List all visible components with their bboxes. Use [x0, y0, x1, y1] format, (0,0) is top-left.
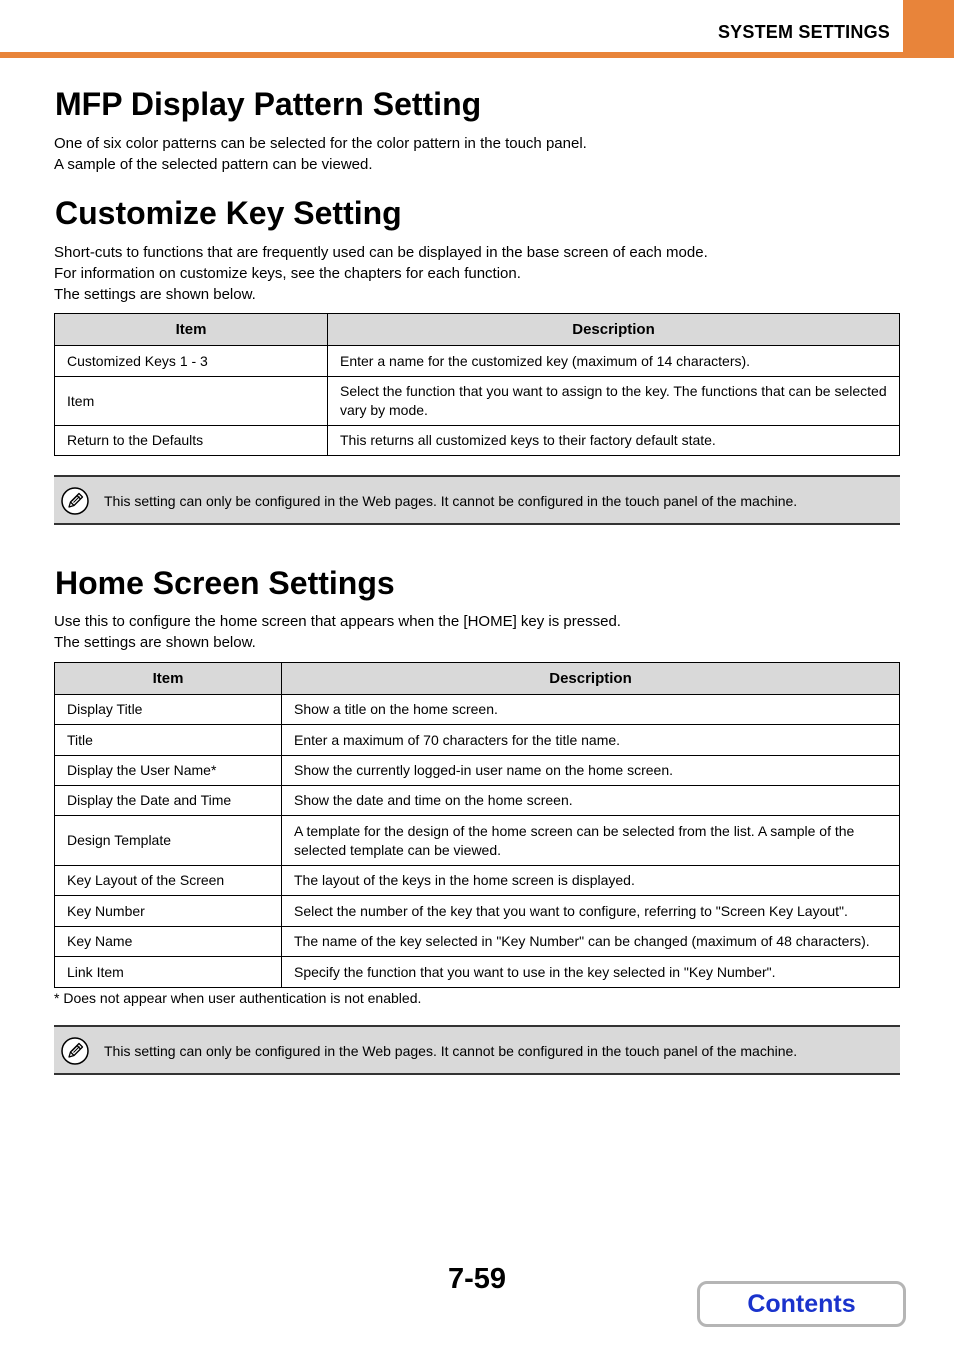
customize-line: The settings are shown below. — [54, 286, 256, 303]
column-header-item: Item — [55, 663, 282, 695]
column-header-description: Description — [282, 663, 900, 695]
description-cell: The layout of the keys in the home screen is displayed. — [282, 866, 900, 896]
table-row — [55, 377, 900, 426]
item-cell: Customized Keys 1 - 3 — [55, 346, 328, 377]
description-cell: Show the date and time on the home screen. — [282, 786, 900, 816]
table-row — [55, 426, 900, 456]
home-line: Use this to configure the home screen that appears when the [HOME] key is pressed. — [54, 613, 621, 630]
table-row — [55, 896, 900, 927]
customize-note — [54, 475, 900, 525]
footnote: * Does not appear when user authentication is not enabled. — [54, 990, 422, 1006]
item-cell: Title — [55, 725, 282, 756]
mfp-line: One of six color patterns can be selected for the color pattern in the touch panel. — [54, 135, 587, 152]
customize-key-table — [54, 313, 900, 456]
table-row — [55, 756, 900, 786]
description-cell: Enter a maximum of 70 characters for the title name. — [282, 725, 900, 756]
item-cell: Key Number — [55, 896, 282, 927]
note-text: This setting can only be configured in the Web pages. It cannot be configured in the touch panel of the machine. — [104, 493, 798, 509]
header-accent-bar — [0, 52, 903, 58]
home-screen-table — [54, 662, 900, 988]
mfp-heading: MFP Display Pattern Setting — [55, 86, 482, 122]
table-header-row — [55, 314, 900, 346]
description-cell: Enter a name for the customized key (maximum of 14 characters). — [328, 346, 900, 377]
pencil-note-icon — [61, 1037, 89, 1065]
table-row — [55, 866, 900, 896]
contents-button[interactable]: Contents — [697, 1281, 906, 1327]
item-cell: Return to the Defaults — [55, 426, 328, 456]
description-cell: Show a title on the home screen. — [282, 695, 900, 725]
item-cell: Item — [55, 377, 328, 426]
home-description — [54, 611, 621, 653]
section-title: SYSTEM SETTINGS — [717, 22, 890, 42]
description-cell: A template for the design of the home screen can be selected from the list. A sample of the selected template can be viewed. — [282, 816, 900, 866]
table-header-row — [55, 663, 900, 695]
note-text: This setting can only be configured in the Web pages. It cannot be configured in the touch panel of the machine. — [104, 1043, 798, 1059]
description-cell: Specify the function that you want to use in the key selected in "Key Number". — [282, 957, 900, 988]
customize-line: For information on customize keys, see the chapters for each function. — [54, 265, 521, 282]
home-heading: Home Screen Settings — [55, 565, 395, 601]
item-cell: Design Template — [55, 816, 282, 866]
pencil-note-icon — [61, 487, 89, 515]
customize-line: Short-cuts to functions that are frequently used can be displayed in the base screen of each mode. — [54, 244, 708, 261]
description-cell: Select the function that you want to assign to the key. The functions that can be selected vary by mode. — [328, 377, 900, 426]
item-cell: Key Layout of the Screen — [55, 866, 282, 896]
description-cell: This returns all customized keys to their factory default state. — [328, 426, 900, 456]
table-row — [55, 725, 900, 756]
customize-description — [54, 242, 708, 305]
item-cell: Display the Date and Time — [55, 786, 282, 816]
customize-heading: Customize Key Setting — [55, 195, 402, 231]
page-number: 7-59 — [448, 1263, 507, 1295]
column-header-description: Description — [328, 314, 900, 346]
item-cell: Link Item — [55, 957, 282, 988]
description-cell: The name of the key selected in "Key Number" can be changed (maximum of 48 characters). — [282, 927, 900, 957]
table-row — [55, 786, 900, 816]
table-row — [55, 957, 900, 988]
item-cell: Key Name — [55, 927, 282, 957]
item-cell: Display the User Name* — [55, 756, 282, 786]
table-row — [55, 816, 900, 866]
table-row — [55, 695, 900, 725]
home-note — [54, 1025, 900, 1075]
table-row — [55, 346, 900, 377]
column-header-item: Item — [55, 314, 328, 346]
item-cell: Display Title — [55, 695, 282, 725]
description-cell: Select the number of the key that you want to configure, referring to "Screen Key Layout". — [282, 896, 900, 927]
table-row — [55, 927, 900, 957]
home-line: The settings are shown below. — [54, 634, 256, 651]
header-accent-tab — [903, 0, 954, 58]
mfp-line: A sample of the selected pattern can be viewed. — [54, 156, 373, 173]
mfp-description — [54, 133, 587, 175]
description-cell: Show the currently logged-in user name on the home screen. — [282, 756, 900, 786]
